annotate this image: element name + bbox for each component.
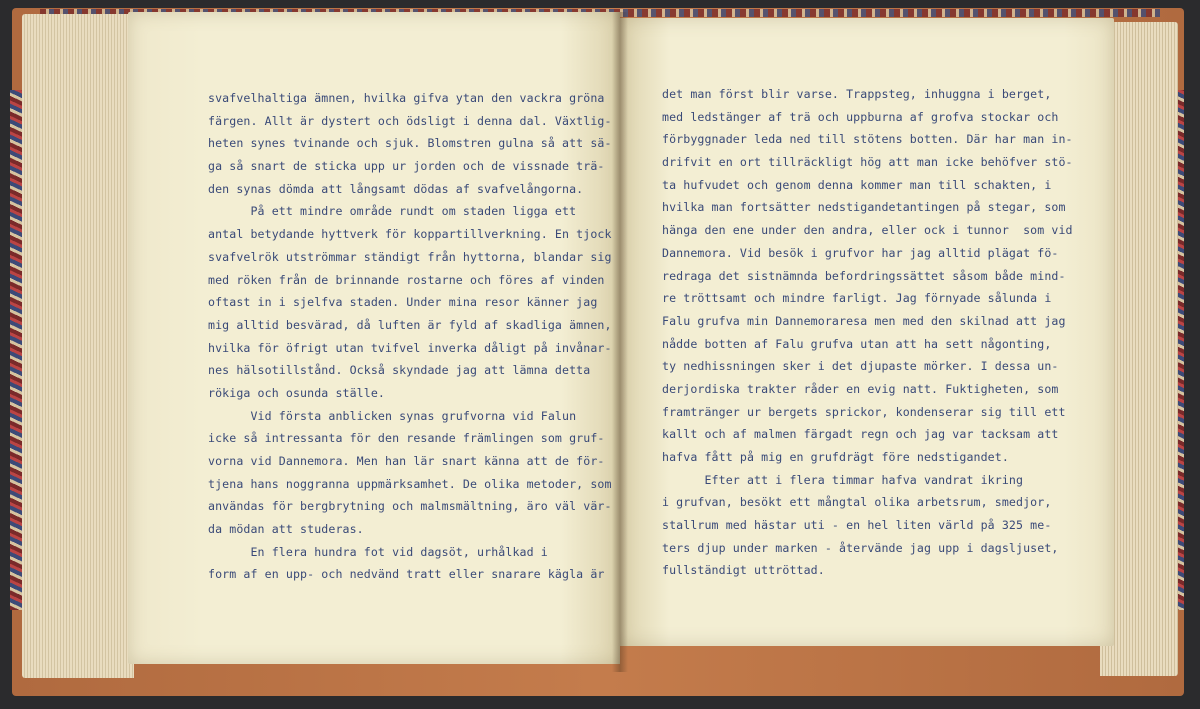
text-line: hvilka man fortsätter nedstigandetantingen på stegar, som	[662, 200, 1066, 215]
left-page-text	[208, 87, 612, 586]
text-line: icke så intressanta för den resande främlingen som gruf-	[208, 431, 605, 446]
text-line: derjordiska trakter råder en evig natt. Fuktigheten, som	[662, 381, 1059, 396]
text-line: redraga det sistnämnda befordringssättet såsom både mind-	[662, 268, 1066, 283]
text-line: det man först blir varse. Trappsteg, inhuggna i berget,	[662, 87, 1052, 101]
text-line: hvilka för öfrigt utan tvifvel inverka dåligt på invånar-	[208, 340, 612, 355]
text-line: heten synes tvinande och sjuk. Blomstren gulna så att sä-	[208, 136, 612, 151]
text-line: drifvit en ort tillräckligt hög att man icke behöfver stö-	[662, 155, 1073, 170]
text-line: med röken från de brinnande rostarne och föres af vinden	[208, 272, 605, 287]
text-line: stallrum med hästar uti - en hel liten värld på 325 me-	[662, 518, 1052, 533]
page-stack-left	[22, 14, 134, 678]
text-line: oftast in i sjelfva staden. Under mina resor känner jag	[208, 295, 598, 310]
text-line: svafvelhaltiga ämnen, hvilka gifva ytan den vackra gröna	[208, 91, 605, 105]
text-line: På ett mindre område rundt om staden ligga ett	[208, 204, 577, 219]
text-line: ta hufvudet och genom denna kommer man till schakten, i	[662, 177, 1052, 192]
text-line: den synas dömda att långsamt dödas af svafvelångorna.	[208, 181, 584, 196]
text-line: förbyggnader leda ned till stötens botten. Där har man in-	[662, 132, 1073, 147]
text-line: hafva fått på mig en grufdrägt före nedstigandet.	[662, 450, 1009, 464]
text-line: Vid första anblicken synas grufvorna vid Falun	[208, 408, 577, 423]
text-line: i grufvan, besökt ett mångtal olika arbetsrum, smedjor,	[662, 495, 1052, 510]
text-line: vorna vid Dannemora. Men han lär snart känna att de för-	[208, 454, 605, 468]
text-line: kallt och af malmen färgadt regn och jag var tacksam att	[662, 427, 1059, 442]
text-line: ty nedhissningen sker i det djupaste mörker. I dessa un-	[662, 359, 1059, 374]
text-line: med ledstänger af trä och uppburna af grofva stockar och	[662, 109, 1059, 124]
text-line: mig alltid besvärad, då luften är fyld af skadliga ämnen,	[208, 317, 612, 332]
text-line: rökiga och osunda ställe.	[208, 385, 386, 400]
text-line: da mödan att studeras.	[208, 522, 364, 537]
text-line: form af en upp- och nedvänd tratt eller snarare kägla är	[208, 567, 605, 582]
book-gutter	[612, 12, 628, 672]
text-line: En flera hundra fot vid dagsöt, urhålkad i	[208, 544, 548, 559]
text-line: nes hälsotillstånd. Också skyndade jag att lämna detta	[208, 363, 591, 378]
text-line: ga så snart de sticka upp ur jorden och de vissnade trä-	[208, 159, 605, 174]
text-line: antal betydande hyttverk för koppartillverkning. En tjock	[208, 227, 612, 242]
text-line: Falu grufva min Dannemoraresa men med den skilnad att jag	[662, 313, 1066, 328]
text-line: re tröttsamt och mindre farligt. Jag förnyade sålunda i	[662, 291, 1052, 306]
right-page-text	[662, 83, 1073, 582]
text-line: ters djup under marken - återvände jag upp i dagsljuset,	[662, 540, 1059, 555]
text-line: framtränger ur bergets sprickor, kondenserar sig till ett	[662, 404, 1066, 419]
text-line: Efter att i flera timmar hafva vandrat ikring	[662, 472, 1024, 487]
text-line: svafvelrök utströmmar ständigt från hyttorna, blandar sig	[208, 249, 612, 264]
text-line: nådde botten af Falu grufva utan att ha sett någonting,	[662, 336, 1052, 351]
text-line: färgen. Allt är dystert och ödsligt i denna dal. Växtlig-	[208, 113, 612, 128]
text-line: tjena hans noggranna uppmärksamhet. De olika metoder, som	[208, 476, 612, 491]
text-line: Dannemora. Vid besök i grufvor har jag alltid plägat fö-	[662, 245, 1059, 260]
text-line: fullständigt uttröttad.	[662, 563, 825, 578]
text-line: hänga den ene under den andra, eller ock i tunnor som vid	[662, 223, 1073, 238]
text-line: användas för bergbrytning och malmsmältning, äro väl vär-	[208, 499, 612, 514]
